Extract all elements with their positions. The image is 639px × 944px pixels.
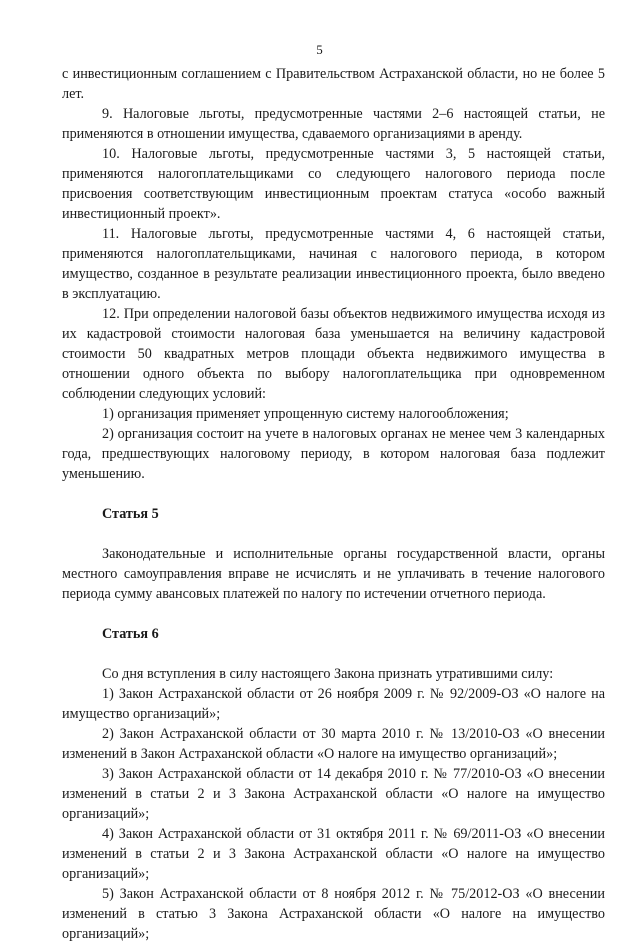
article-heading: Статья 5 — [102, 506, 159, 522]
paragraph: 11. Налоговые льготы, предусмотренные частями 4, 6 настоящей статьи, применяются налогоплательщиками, начиная с налогового периода, в котором имущество, созданное в результате реализации инвестиционного проекта, было введено в эксплуатацию. — [62, 226, 605, 302]
list-item: 3) Закон Астраханской области от 14 декабря 2010 г. № 77/2010-ОЗ «О внесении изменений в статьи 2 и 3 Закона Астраханской области «О налоге на имущество организаций»; — [62, 766, 605, 822]
document-body — [62, 64, 605, 944]
paragraph: Законодательные и исполнительные органы государственной власти, органы местного самоуправления вправе не исчислять и не уплачивать в течение налогового периода сумму авансовых платежей по налогу по истечении отчетного периода. — [62, 546, 605, 602]
paragraph: 12. При определении налоговой базы объектов недвижимого имущества исходя из их кадастровой стоимости налоговая база уменьшается на величину кадастровой стоимости 50 квадратных метров площади объекта недвижимого имущества в отношении одного объекта по выбору налогоплательщика при одновременном соблюдении следующих условий: — [62, 306, 605, 402]
paragraph: 9. Налоговые льготы, предусмотренные частями 2–6 настоящей статьи, не применяются в отношении имущества, сдаваемого организациями в аренду. — [62, 106, 605, 142]
list-item: 2) Закон Астраханской области от 30 марта 2010 г. № 13/2010-ОЗ «О внесении изменений в Закон Астраханской области «О налоге на имущество организаций»; — [62, 726, 605, 762]
list-item: 1) организация применяет упрощенную систему налогообложения; — [102, 406, 509, 422]
page-number: 5 — [316, 42, 323, 57]
paragraph: с инвестиционным соглашением с Правительством Астраханской области, но не более 5 лет. — [62, 66, 605, 102]
list-item: 2) организация состоит на учете в налоговых органах не менее чем 3 календарных года, предшествующих налоговому периоду, в котором налоговая база подлежит уменьшению. — [62, 426, 605, 482]
paragraph: 10. Налоговые льготы, предусмотренные частями 3, 5 настоящей статьи, применяются налогоплательщиками со следующего налогового периода после присвоения соответствующим инвестиционным проектам статуса «особо важный инвестиционный проект». — [62, 146, 605, 222]
article-heading: Статья 6 — [102, 626, 159, 642]
list-item: 1) Закон Астраханской области от 26 ноября 2009 г. № 92/2009-ОЗ «О налоге на имущество организаций»; — [62, 686, 605, 722]
paragraph: Со дня вступления в силу настоящего Закона признать утратившими силу: — [102, 666, 554, 682]
list-item: 5) Закон Астраханской области от 8 ноября 2012 г. № 75/2012-ОЗ «О внесении изменений в статью 3 Закона Астраханской области «О налоге на имущество организаций»; — [62, 886, 605, 942]
list-item: 4) Закон Астраханской области от 31 октября 2011 г. № 69/2011-ОЗ «О внесении изменений в статьи 2 и 3 Закона Астраханской области «О налоге на имущество организаций»; — [62, 826, 605, 882]
